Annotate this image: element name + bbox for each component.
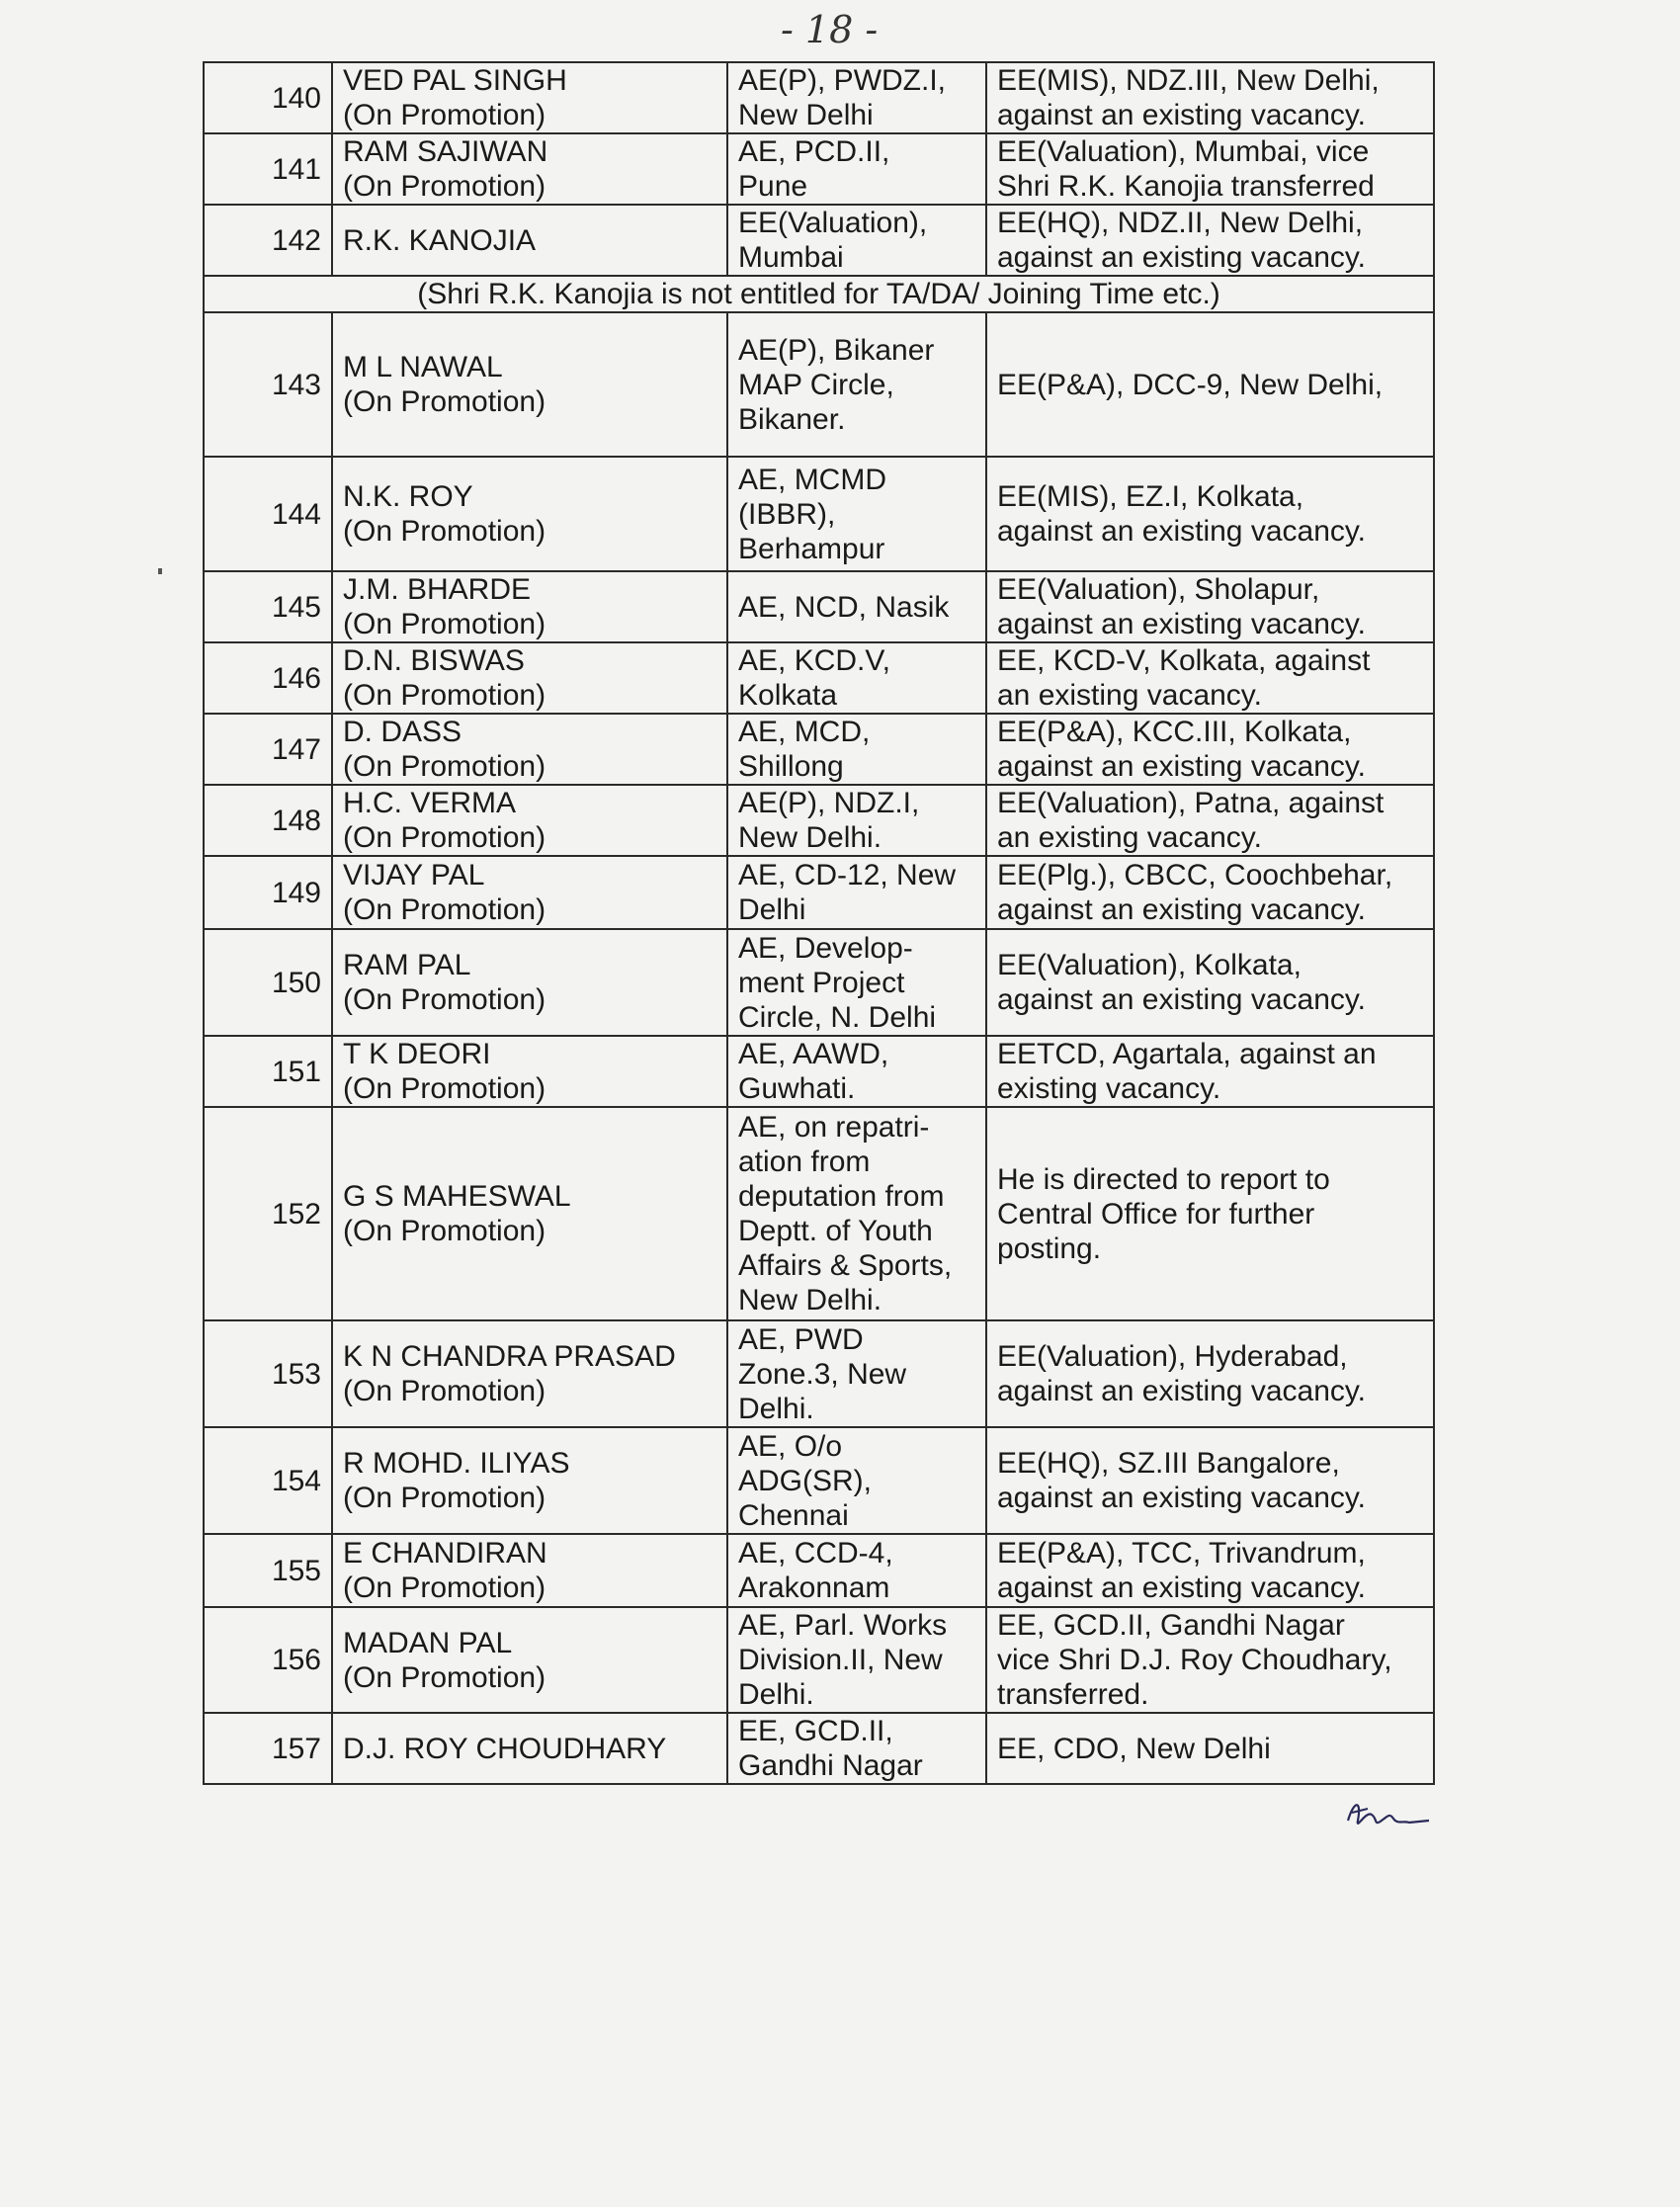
serial-number: 140: [204, 62, 332, 133]
new-posting-line: against an existing vacancy.: [997, 99, 1366, 131]
serial-number: 142: [204, 205, 332, 276]
table-row: [204, 62, 1434, 133]
signature: [1344, 1791, 1433, 1840]
officer-name-line: RAM SAJIWAN: [343, 135, 548, 168]
present-posting-line: deputation from: [738, 1180, 945, 1213]
new-posting-line: EE(Valuation), Mumbai, vice: [997, 135, 1370, 168]
serial-number: 151: [204, 1036, 332, 1107]
serial-number: 144: [204, 457, 332, 571]
present-posting: [727, 1713, 986, 1784]
present-posting-line: AE, NCD, Nasik: [738, 590, 950, 624]
new-posting: [986, 714, 1434, 785]
table-row: [204, 1713, 1434, 1784]
posting-table: [203, 61, 1435, 1785]
new-posting-line: EE(MIS), EZ.I, Kolkata,: [997, 480, 1304, 513]
serial-number: 149: [204, 856, 332, 929]
new-posting-line: EE(P&A), DCC-9, New Delhi,: [997, 368, 1384, 401]
table-row: [204, 205, 1434, 276]
new-posting-line: EE(Valuation), Hyderabad,: [997, 1340, 1348, 1373]
officer-name: [332, 312, 727, 457]
present-posting: [727, 785, 986, 856]
table-row: [204, 312, 1434, 457]
new-posting-line: against an existing vacancy.: [997, 1482, 1366, 1514]
new-posting-line: EE(P&A), KCC.III, Kolkata,: [997, 716, 1352, 748]
officer-name: [332, 571, 727, 642]
present-posting: [727, 929, 986, 1036]
new-posting-line: transferred.: [997, 1678, 1149, 1711]
new-posting-line: EE(Valuation), Kolkata,: [997, 949, 1302, 981]
present-posting-line: EE, GCD.II,: [738, 1715, 893, 1747]
serial-number: 150: [204, 929, 332, 1036]
present-posting-line: New Delhi: [738, 99, 874, 131]
officer-name-line: (On Promotion): [343, 1375, 546, 1407]
present-posting-line: Kolkata: [738, 679, 838, 712]
officer-name-line: D.J. ROY CHOUDHARY: [343, 1732, 667, 1765]
present-posting-line: Circle, N. Delhi: [738, 1000, 937, 1034]
officer-name: [332, 1534, 727, 1607]
officer-name-line: (On Promotion): [343, 1072, 546, 1105]
new-posting-line: He is directed to report to: [997, 1162, 1330, 1196]
new-posting-line: against an existing vacancy.: [997, 893, 1366, 926]
present-posting: [727, 1534, 986, 1607]
new-posting: [986, 1534, 1434, 1607]
officer-name-line: MADAN PAL: [343, 1626, 513, 1659]
table-row: [204, 571, 1434, 642]
present-posting-line: Pune: [738, 170, 808, 203]
present-posting-line: AE, CCD-4,: [738, 1537, 893, 1570]
officer-name-line: (On Promotion): [343, 1571, 546, 1604]
present-posting-line: AE, CD-12, New: [738, 859, 957, 891]
present-posting: [727, 1320, 986, 1427]
officer-name-line: VED PAL SINGH: [343, 64, 567, 97]
present-posting-line: New Delhi.: [738, 821, 882, 854]
present-posting-line: Arakonnam: [738, 1571, 890, 1604]
new-posting-line: EE(HQ), NDZ.II, New Delhi,: [997, 207, 1364, 239]
officer-name-line: RAM PAL: [343, 949, 471, 981]
officer-name: [332, 205, 727, 276]
officer-name-line: (On Promotion): [343, 99, 546, 131]
officer-name: [332, 1036, 727, 1107]
new-posting-line: EE(Plg.), CBCC, Coochbehar,: [997, 859, 1393, 891]
officer-name-line: H.C. VERMA: [343, 787, 517, 819]
present-posting-line: Guwhati.: [738, 1072, 856, 1105]
new-posting-line: against an existing vacancy.: [997, 241, 1366, 274]
table-row: [204, 929, 1434, 1036]
officer-name: [332, 856, 727, 929]
officer-name-line: (On Promotion): [343, 1215, 546, 1247]
officer-name-line: K N CHANDRA PRASAD: [343, 1340, 676, 1373]
officer-name: [332, 62, 727, 133]
present-posting-line: AE, KCD.V,: [738, 644, 890, 677]
present-posting: [727, 642, 986, 714]
new-posting: [986, 133, 1434, 205]
officer-name-line: N.K. ROY: [343, 480, 473, 513]
present-posting: [727, 205, 986, 276]
new-posting-line: EE(Valuation), Patna, against: [997, 787, 1385, 819]
present-posting: [727, 714, 986, 785]
new-posting-line: an existing vacancy.: [997, 821, 1262, 854]
new-posting-line: EETCD, Agartala, against an: [997, 1038, 1377, 1070]
present-posting-line: AE, MCD,: [738, 716, 871, 748]
table-row: [204, 856, 1434, 929]
new-posting-line: vice Shri D.J. Roy Choudhary,: [997, 1644, 1392, 1676]
officer-name-line: T K DEORI: [343, 1038, 491, 1070]
present-posting-line: New Delhi.: [738, 1284, 882, 1316]
officer-name-line: D.N. BISWAS: [343, 644, 525, 677]
new-posting-line: EE, KCD-V, Kolkata, against: [997, 644, 1371, 677]
new-posting: [986, 642, 1434, 714]
new-posting: [986, 1036, 1434, 1107]
serial-number: 152: [204, 1107, 332, 1320]
table-row: [204, 1534, 1434, 1607]
new-posting: [986, 312, 1434, 457]
present-posting-line: AE, Parl. Works: [738, 1609, 948, 1642]
present-posting-line: ation from: [738, 1146, 871, 1178]
officer-name-line: (On Promotion): [343, 893, 546, 926]
officer-name: [332, 642, 727, 714]
officer-name: [332, 929, 727, 1036]
new-posting: [986, 1320, 1434, 1427]
table-row: [204, 785, 1434, 856]
present-posting-line: Chennai: [738, 1498, 849, 1532]
new-posting-line: EE, CDO, New Delhi: [997, 1732, 1271, 1765]
serial-number: 157: [204, 1713, 332, 1784]
officer-name: [332, 1320, 727, 1427]
present-posting-line: Division.II, New: [738, 1644, 943, 1676]
new-posting: [986, 856, 1434, 929]
present-posting: [727, 133, 986, 205]
table-row: [204, 1427, 1434, 1534]
table-row: [204, 1320, 1434, 1427]
officer-name: [332, 714, 727, 785]
present-posting: [727, 1107, 986, 1320]
present-posting: [727, 571, 986, 642]
note-row: [204, 276, 1434, 312]
present-posting-line: AE, AAWD,: [738, 1038, 889, 1070]
present-posting-line: Zone.3, New: [738, 1357, 907, 1391]
serial-number: 146: [204, 642, 332, 714]
serial-number: 154: [204, 1427, 332, 1534]
present-posting: [727, 457, 986, 571]
officer-name-line: (On Promotion): [343, 515, 546, 548]
present-posting-line: Delhi.: [738, 1392, 814, 1425]
officer-name-line: (On Promotion): [343, 385, 546, 418]
officer-name-line: E CHANDIRAN: [343, 1537, 547, 1570]
new-posting: [986, 785, 1434, 856]
table-row: [204, 642, 1434, 714]
serial-number: 141: [204, 133, 332, 205]
present-posting-line: Affairs & Sports,: [738, 1249, 953, 1282]
new-posting-line: EE(Valuation), Sholapur,: [997, 573, 1320, 606]
present-posting-line: Gandhi Nagar: [738, 1749, 923, 1782]
present-posting: [727, 312, 986, 457]
present-posting-line: AE, O/o: [738, 1429, 843, 1463]
new-posting: [986, 1607, 1434, 1713]
serial-number: 153: [204, 1320, 332, 1427]
officer-name: [332, 457, 727, 571]
new-posting-line: existing vacancy.: [997, 1072, 1221, 1105]
officer-name-line: (On Promotion): [343, 679, 546, 712]
new-posting-line: against an existing vacancy.: [997, 750, 1366, 783]
present-posting-line: Deptt. of Youth: [738, 1215, 933, 1247]
officer-name-line: (On Promotion): [343, 821, 546, 854]
new-posting: [986, 205, 1434, 276]
present-posting-line: AE(P), PWDZ.I,: [738, 64, 946, 97]
table-row: [204, 1107, 1434, 1320]
table-row: [204, 1607, 1434, 1713]
new-posting-line: against an existing vacancy.: [997, 1571, 1366, 1604]
officer-name: [332, 1107, 727, 1320]
officer-name-line: R MOHD. ILIYAS: [343, 1447, 570, 1480]
page-number: - 18 -: [781, 8, 879, 51]
present-posting-line: (IBBR),: [738, 497, 836, 531]
new-posting-line: EE(P&A), TCC, Trivandrum,: [997, 1537, 1366, 1570]
officer-name: [332, 785, 727, 856]
officer-name-line: (On Promotion): [343, 170, 546, 203]
present-posting-line: AE, MCMD: [738, 463, 886, 496]
new-posting-line: EE(HQ), SZ.III Bangalore,: [997, 1447, 1340, 1480]
new-posting-line: an existing vacancy.: [997, 679, 1262, 712]
present-posting-line: Berhampur: [738, 532, 885, 565]
officer-name-line: (On Promotion): [343, 983, 546, 1016]
present-posting-line: Shillong: [738, 750, 844, 783]
new-posting-line: EE, GCD.II, Gandhi Nagar: [997, 1609, 1345, 1642]
present-posting: [727, 856, 986, 929]
officer-name-line: R.K. KANOJIA: [343, 223, 537, 257]
officer-name-line: M L NAWAL: [343, 351, 503, 383]
serial-number: 155: [204, 1534, 332, 1607]
new-posting: [986, 1427, 1434, 1534]
present-posting: [727, 62, 986, 133]
new-posting-line: posting.: [997, 1231, 1102, 1265]
officer-name-line: (On Promotion): [343, 1660, 546, 1694]
present-posting: [727, 1036, 986, 1107]
present-posting: [727, 1427, 986, 1534]
officer-name-line: J.M. BHARDE: [343, 573, 532, 606]
present-posting-line: AE, Develop-: [738, 931, 913, 965]
new-posting-line: against an existing vacancy.: [997, 608, 1366, 640]
new-posting: [986, 457, 1434, 571]
present-posting-line: AE, on repatri-: [738, 1111, 930, 1144]
present-posting-line: AE, PWD: [738, 1322, 864, 1356]
present-posting-line: AE(P), NDZ.I,: [738, 787, 920, 819]
new-posting: [986, 929, 1434, 1036]
note-text: (Shri R.K. Kanojia is not entitled for TA/DA/ Joining Time etc.): [204, 276, 1434, 312]
new-posting: [986, 571, 1434, 642]
serial-number: 156: [204, 1607, 332, 1713]
serial-number: 148: [204, 785, 332, 856]
new-posting: [986, 1107, 1434, 1320]
table-row: [204, 457, 1434, 571]
present-posting-line: ment Project: [738, 966, 905, 999]
new-posting: [986, 62, 1434, 133]
new-posting-line: Central Office for further: [997, 1197, 1315, 1231]
officer-name-line: (On Promotion): [343, 750, 546, 783]
present-posting-line: EE(Valuation),: [738, 207, 928, 239]
serial-number: 147: [204, 714, 332, 785]
present-posting-line: ADG(SR),: [738, 1464, 872, 1497]
serial-number: 143: [204, 312, 332, 457]
present-posting-line: Delhi.: [738, 1678, 814, 1711]
table-row: [204, 714, 1434, 785]
officer-name: [332, 1427, 727, 1534]
present-posting-line: MAP Circle,: [738, 368, 894, 401]
table-row: [204, 133, 1434, 205]
new-posting-line: Shri R.K. Kanojia transferred: [997, 170, 1375, 203]
officer-name-line: (On Promotion): [343, 1482, 546, 1514]
officer-name: [332, 1713, 727, 1784]
officer-name-line: VIJAY PAL: [343, 859, 485, 891]
new-posting-line: against an existing vacancy.: [997, 983, 1366, 1016]
scan-speck: [158, 568, 162, 574]
new-posting-line: against an existing vacancy.: [997, 515, 1366, 548]
officer-name-line: D. DASS: [343, 716, 462, 748]
officer-name: [332, 1607, 727, 1713]
new-posting: [986, 1713, 1434, 1784]
present-posting-line: AE, PCD.II,: [738, 135, 890, 168]
present-posting-line: Bikaner.: [738, 402, 846, 436]
new-posting-line: EE(MIS), NDZ.III, New Delhi,: [997, 64, 1380, 97]
table-row: [204, 1036, 1434, 1107]
present-posting: [727, 1607, 986, 1713]
serial-number: 145: [204, 571, 332, 642]
present-posting-line: Mumbai: [738, 241, 844, 274]
new-posting-line: against an existing vacancy.: [997, 1375, 1366, 1407]
officer-name-line: G S MAHESWAL: [343, 1180, 571, 1213]
officer-name-line: (On Promotion): [343, 608, 546, 640]
officer-name: [332, 133, 727, 205]
present-posting-line: Delhi: [738, 893, 806, 926]
present-posting-line: AE(P), Bikaner: [738, 333, 935, 367]
